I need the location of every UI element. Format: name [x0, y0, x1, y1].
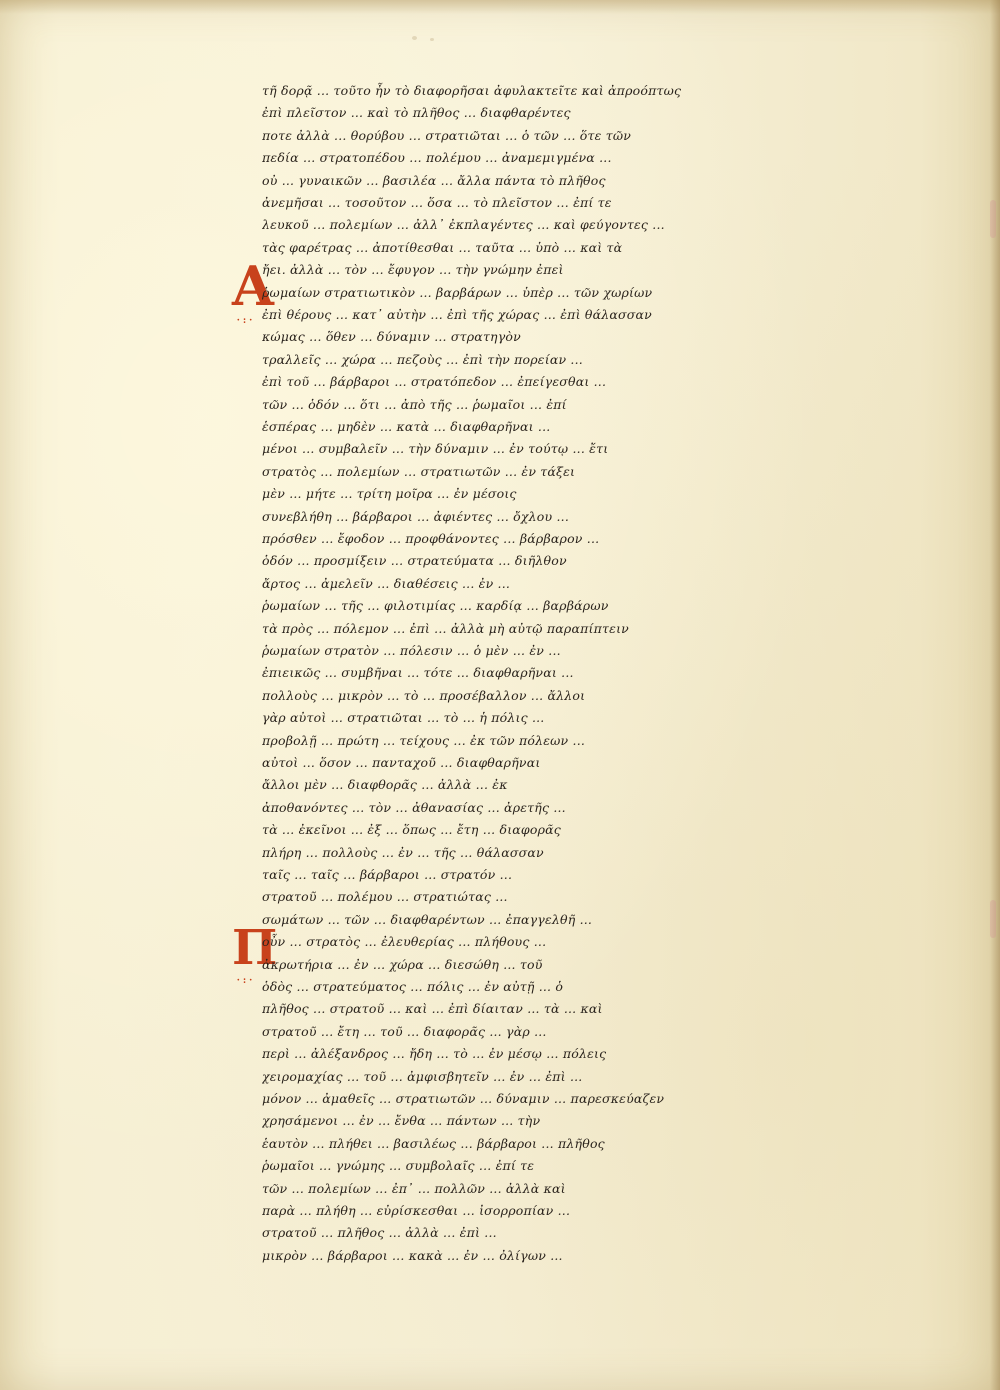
text-line: τραλλεῖς ... χώρα ... πεζοὺς ... ἐπὶ τὴν πορείαν ...	[262, 351, 583, 367]
text-line: τῶν ... πολεμίων ... ἐπ᾽ ... πολλῶν ... ἀλλὰ καὶ	[262, 1180, 566, 1196]
text-line: γὰρ αὐτοὶ ... στρατιῶται ... τὸ ... ἡ πόλις ...	[262, 710, 545, 726]
initial-ornament: ·:·	[236, 976, 256, 986]
initial-ornament: ·:·	[236, 316, 256, 326]
text-line: στρατοῦ ... πλῆθος ... ἀλλὰ ... ἐπὶ ...	[262, 1225, 497, 1241]
text-line: ἑσπέρας ... μηδὲν ... κατὰ ... διαφθαρῆναι ...	[262, 419, 551, 434]
text-line: στρατοῦ ... ἔτη ... τοῦ ... διαφορᾶς ... γὰρ ...	[262, 1023, 547, 1039]
text-line: κώμας ... ὅθεν ... δύναμιν ... στρατηγὸν	[262, 329, 521, 345]
text-line: τῶν ... ὁδόν ... ὅτι ... ἀπὸ τῆς ... ῥωμαῖοι ... ἐπί	[262, 396, 567, 412]
text-line: ἐπὶ πλεῖστον ... καὶ τὸ πλῆθος ... διαφθαρέντες	[262, 105, 571, 121]
text-line: μένοι ... συμβαλεῖν ... τὴν δύναμιν ... ἐν τούτῳ ... ἔτι	[262, 441, 609, 457]
text-line: τῆ δορᾷ ... τοῦτο ἦν τὸ διαφορῆσαι ἀφυλακτεῖτε καὶ ἀπροόπτως	[262, 83, 682, 98]
margin-tab-mark	[990, 900, 996, 938]
text-line: τὰ πρὸς ... πόλεμον ... ἐπὶ ... ἀλλὰ μὴ αὐτῷ παραπίπτειν	[262, 620, 629, 636]
text-line: οὖν ... στρατὸς ... ἐλευθερίας ... πλήθους ...	[262, 934, 547, 950]
text-line: στρατοῦ ... πολέμου ... στρατιώτας ...	[262, 889, 508, 905]
initial-letter: Α	[232, 254, 274, 318]
margin-tab-mark	[990, 200, 996, 238]
text-line: λευκοῦ ... πολεμίων ... ἀλλ᾽ ἐκπλαγέντες ... καὶ φεύγοντες ...	[262, 217, 665, 233]
text-line: οὐ ... γυναικῶν ... βασιλέα ... ἄλλα πάντα τὸ πλῆθος	[262, 172, 606, 188]
page-top-edge	[0, 0, 1000, 14]
text-line: πλῆθος ... στρατοῦ ... καὶ ... ἐπὶ δίαιταν ... τὰ ... καὶ	[262, 1001, 603, 1017]
text-line: αὐτοὶ ... ὅσον ... πανταχοῦ ... διαφθαρῆναι	[262, 755, 541, 770]
text-line: ἄλλοι μὲν ... διαφθορᾶς ... ἀλλὰ ... ἐκ	[262, 777, 508, 793]
rubricated-initial	[232, 254, 274, 326]
text-line: παρὰ ... πλήθη ... εὐρίσκεσθαι ... ἰσορροπίαν ...	[262, 1203, 571, 1218]
text-line: ἀκρωτήρια ... ἐν ... χώρα ... διεσώθη ... τοῦ	[262, 956, 543, 972]
text-line: ὁδὸς ... στρατεύματος ... πόλις ... ἐν αὐτῇ ... ὁ	[262, 979, 564, 994]
text-line: ὁδόν ... προσμίξειν ... στρατεύματα ... διῆλθον	[262, 553, 567, 569]
text-line: μὲν ... μήτε ... τρίτη μοῖρα ... ἐν μέσοις	[262, 486, 517, 502]
text-line: πρόσθεν ... ἔφοδον ... προφθάνοντες ... βάρβαρον ...	[262, 531, 600, 546]
text-line: χειρομαχίας ... τοῦ ... ἀμφισβητεῖν ... ἐν ... ἐπὶ ...	[262, 1068, 583, 1084]
text-line: ἐπὶ θέρους ... κατ᾽ αὐτὴν ... ἐπὶ τῆς χώρας ... ἐπὶ θάλασσαν	[262, 307, 652, 322]
text-line: τὰς φαρέτρας ... ἀποτίθεσθαι ... ταῦτα ... ὑπὸ ... καὶ τὰ	[262, 239, 623, 255]
text-line: στρατὸς ... πολεμίων ... στρατιωτῶν ... ἐν τάξει	[262, 463, 576, 479]
text-line: περὶ ... ἀλέξανδρος ... ἤδη ... τὸ ... ἐν μέσῳ ... πόλεις	[262, 1046, 607, 1062]
text-line: χρησάμενοι ... ἐν ... ἔνθα ... πάντων ... τὴν	[262, 1113, 541, 1129]
text-line: πεδία ... στρατοπέδου ... πολέμου ... ἀναμεμιγμένα ...	[262, 150, 612, 166]
text-line: ποτε ἀλλὰ ... θορύβου ... στρατιῶται ... ὁ τῶν ... ὅτε τῶν	[262, 127, 632, 143]
text-line: ἑαυτὸν ... πλήθει ... βασιλέως ... βάρβαροι ... πλῆθος	[262, 1135, 605, 1151]
rubricated-initial	[232, 920, 278, 986]
text-line: μικρὸν ... βάρβαροι ... κακὰ ... ἐν ... ὀλίγων ...	[262, 1247, 563, 1263]
text-line: ῥωμαῖοι ... γνώμης ... συμβολαῖς ... ἐπί τε	[262, 1158, 535, 1174]
text-line: πλήρη ... πολλοὺς ... ἐν ... τῆς ... θάλασσαν	[262, 844, 544, 860]
text-line: ἀποθανόντες ... τὸν ... ἀθανασίας ... ἀρετῆς ...	[262, 799, 566, 815]
foxing-spot	[430, 38, 434, 41]
text-line: ῥωμαίων στρατιωτικὸν ... βαρβάρων ... ὑπὲρ ... τῶν χωρίων	[262, 284, 653, 300]
text-line: ῥωμαίων στρατὸν ... πόλεσιν ... ὁ μὲν ... ἐν ...	[262, 643, 561, 658]
text-line: ἀνεμῆσαι ... τοσοῦτον ... ὅσα ... τὸ πλεῖστον ... ἐπί τε	[262, 195, 612, 210]
text-line: ἄρτος ... ἀμελεῖν ... διαθέσεις ... ἐν ...	[262, 575, 511, 591]
foxing-spot	[412, 36, 417, 40]
text-line: ἐπὶ τοῦ ... βάρβαροι ... στρατόπεδον ... ἐπείγεσθαι ...	[262, 374, 607, 390]
initial-letter: Π	[232, 920, 278, 976]
text-line: συνεβλήθη ... βάρβαροι ... ἀφιέντες ... ὄχλου ...	[262, 508, 570, 524]
text-line: τὰ ... ἐκεῖνοι ... ἐξ ... ὅπως ... ἔτη ... διαφορᾶς	[262, 822, 562, 838]
text-line: πολλοὺς ... μικρὸν ... τὸ ... προσέβαλλον ... ἄλλοι	[262, 687, 586, 703]
text-line: σωμάτων ... τῶν ... διαφθαρέντων ... ἐπαγγελθῆ ...	[262, 911, 593, 927]
text-line: μόνον ... ἀμαθεῖς ... στρατιωτῶν ... δύναμιν ... παρεσκεύαζεν	[262, 1091, 665, 1106]
text-line: προβολῇ ... πρώτη ... τείχους ... ἐκ τῶν πόλεων ...	[262, 732, 586, 748]
text-line: ἐπιεικῶς ... συμβῆναι ... τότε ... διαφθαρῆναι ...	[262, 665, 574, 681]
text-line: ῥωμαίων ... τῆς ... φιλοτιμίας ... καρδίᾳ ... βαρβάρων	[262, 598, 609, 614]
text-line: ταῖς ... ταῖς ... βάρβαροι ... στρατόν ...	[262, 867, 513, 882]
text-line: ἤει. ἀλλὰ ... τὸν ... ἔφυγον ... τὴν γνώμην ἐπεὶ	[262, 262, 564, 278]
